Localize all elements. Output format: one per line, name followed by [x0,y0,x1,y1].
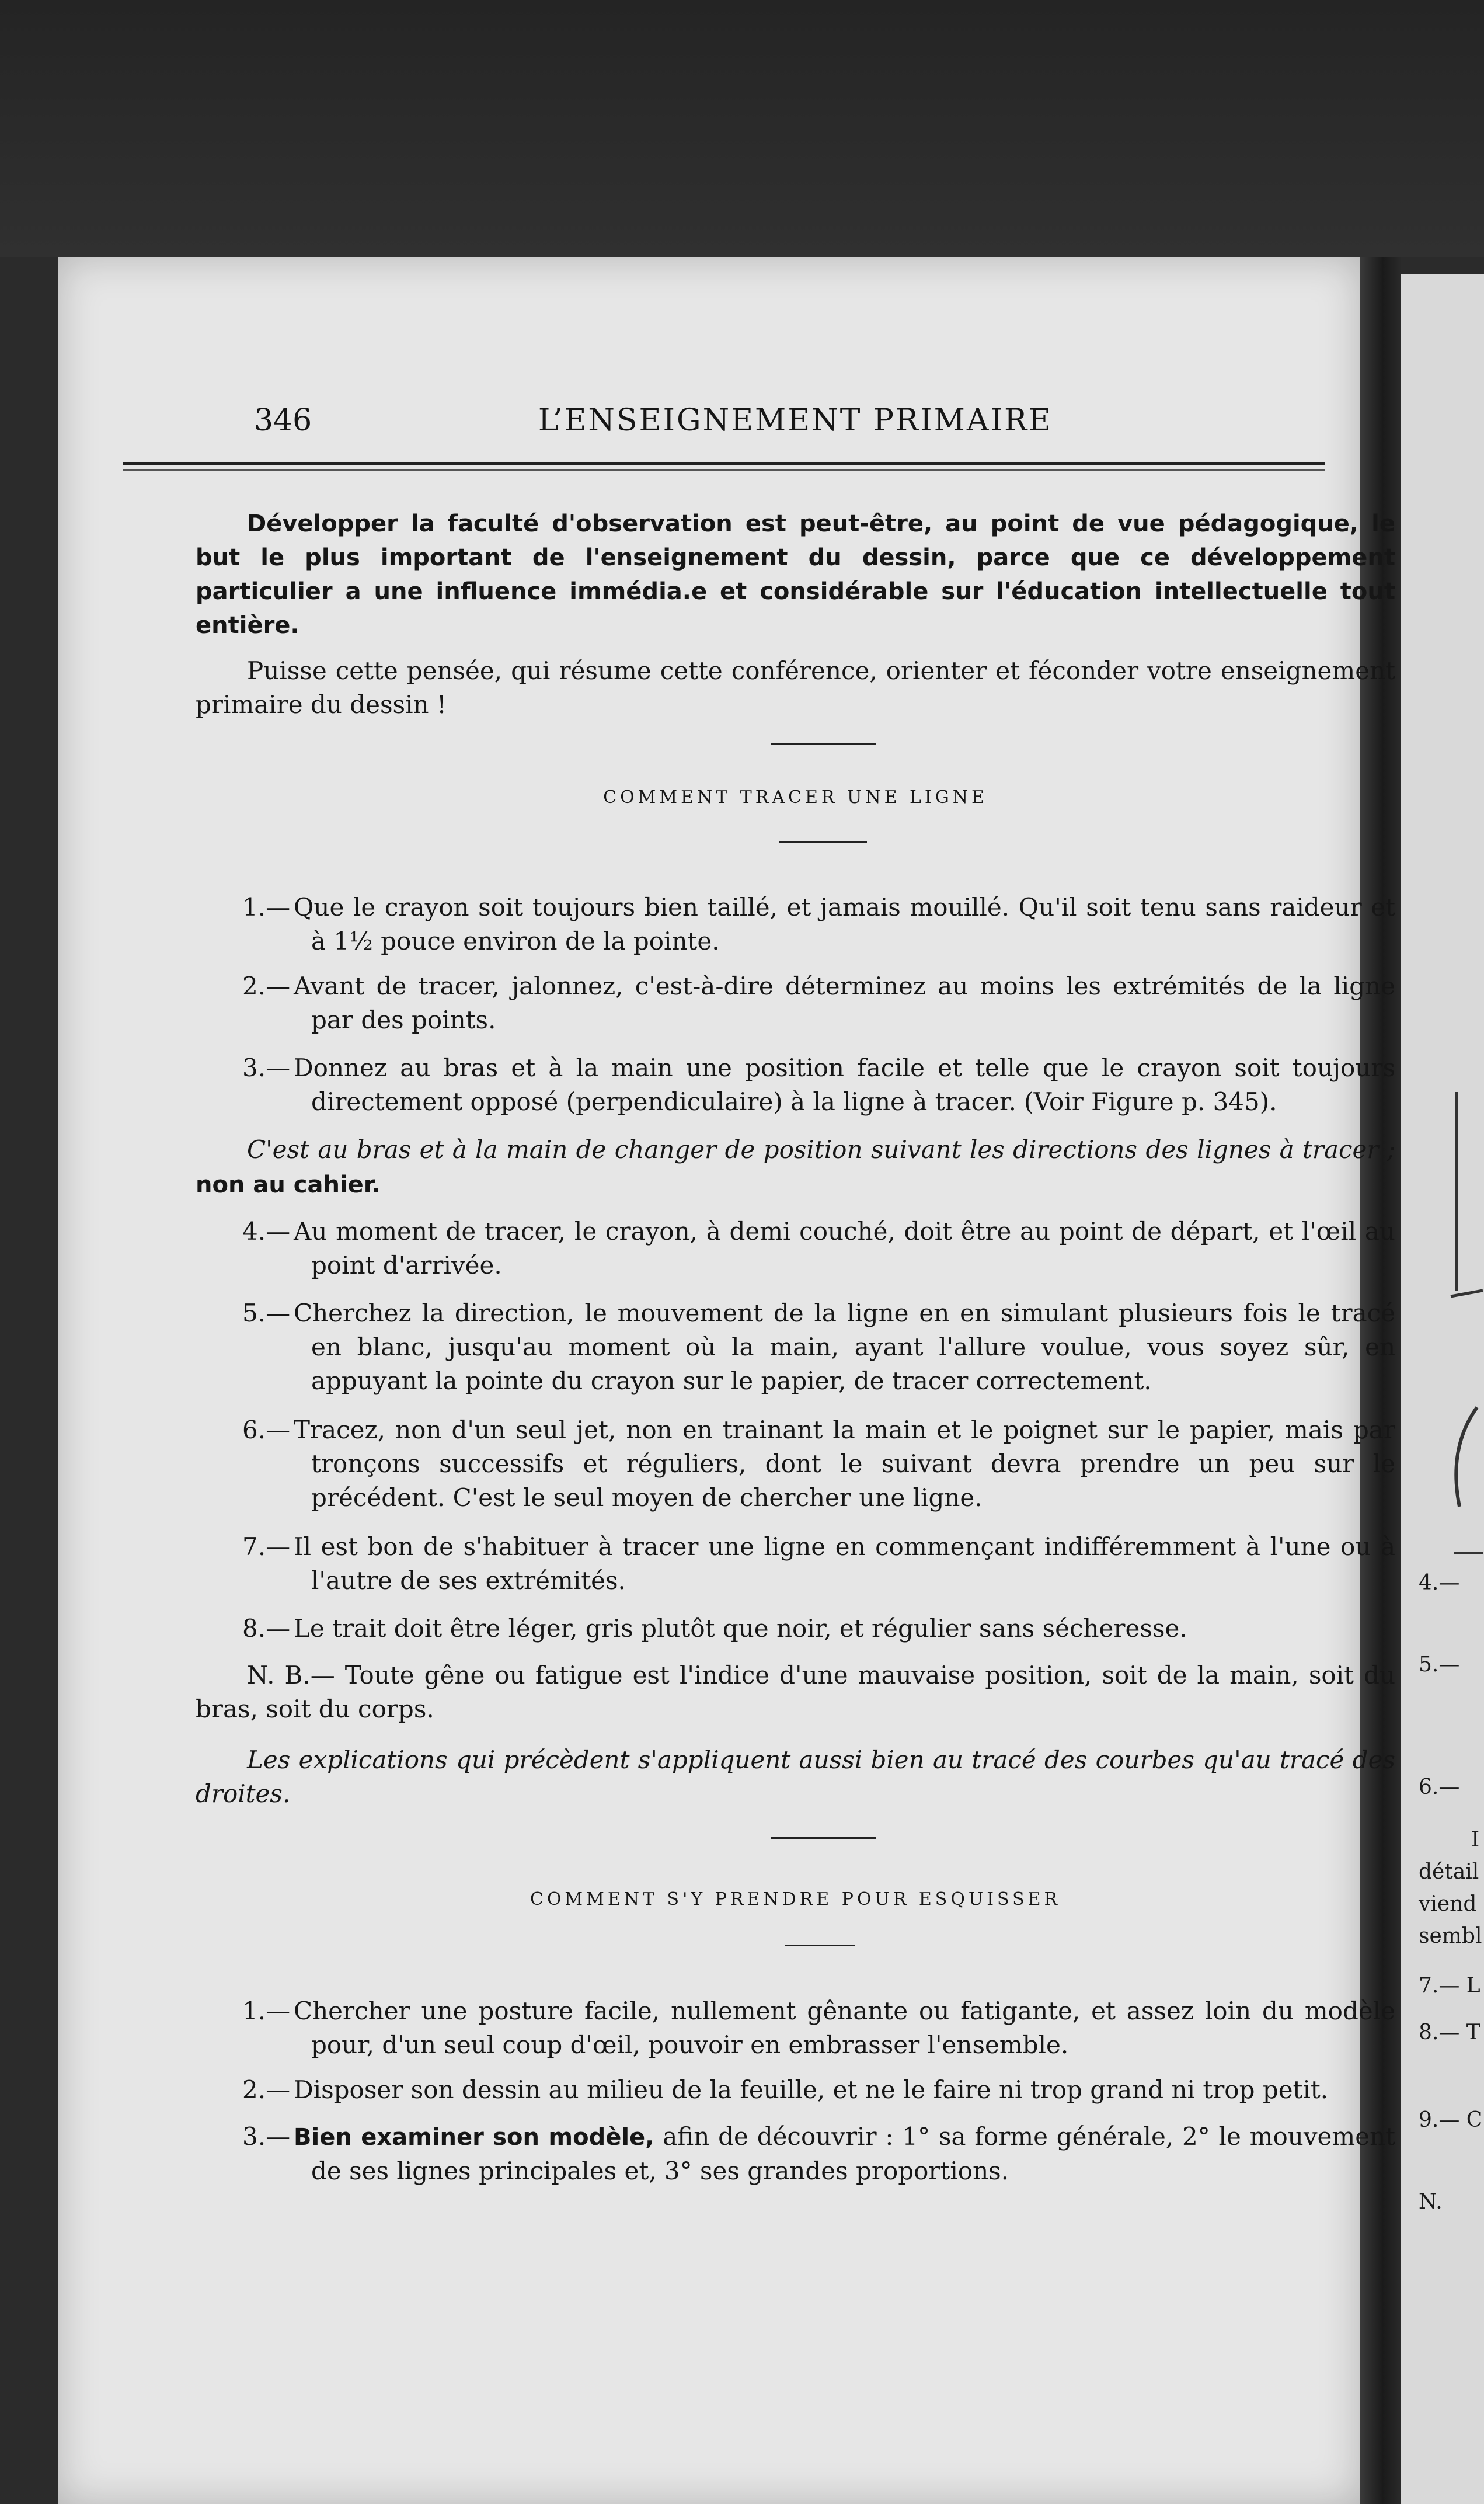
intro-paragraph-1 [196,507,1395,642]
np-frag: 4.— [1419,1571,1460,1595]
item-text: Que le crayon soit toujours bien taillé, et jamais mouillé. Qu'il soit tenu sans raideur et à 1½ pouce environ de la pointe. [294,893,1395,955]
item-number: 1.— [242,1997,291,2025]
adjacent-page [1401,274,1484,2504]
header-rule [123,462,1325,471]
np-frag: 5.— [1419,1653,1460,1677]
list-item [242,2120,1395,2188]
item-text: Cherchez la direction, le mouvement de la ligne en en simulant plusieurs fois le tracé en blanc, jusqu'au moment où la main, ayant l'allure voulue, vous soyez sûr, en appuyant la pointe du crayon sur le papier, de tracer correctement. [294,1299,1395,1395]
intro-paragraph-2 [196,654,1395,722]
note-bold: non au cahier. [196,1171,381,1198]
item-bold: Bien examiner son modèle, [294,2124,654,2151]
intro-text-2: Puisse cette pensée, qui résume cette conférence, orienter et féconder votre enseignement primaire du dessin ! [196,656,1395,719]
np-frag: 6.— [1419,1775,1460,1799]
item-number: 6.— [242,1416,291,1444]
item-number: 2.— [242,2075,291,2104]
section-divider [779,841,867,843]
note-italic: C'est au bras et à la main de changer de position suivant les directions des lignes à tracer ; [247,1135,1395,1164]
list-item [242,1051,1395,1119]
item-number: 3.— [242,1053,291,1082]
book-page [58,257,1396,2504]
item-text: Donnez au bras et à la main une position facile et telle que le crayon soit toujours directement opposé (perpendiculaire) à la ligne à tracer. (Voir Figure p. 345). [294,1053,1395,1116]
background-dark [0,0,1484,257]
item-text: Le trait doit être léger, gris plutôt que noir, et régulier sans sécheresse. [294,1614,1187,1643]
np-frag: 7.— L [1419,1974,1480,1998]
item-number: 7.— [242,1532,291,1561]
list-item [242,1413,1395,1515]
item-text: afin de découvrir : 1° sa forme générale, 2° le mouvement de ses lignes principales et, 3° ses grandes proportions. [311,2122,1396,2185]
closing-text: Les explications qui précèdent s'appliquent aussi bien au tracé des courbes qu'au tracé des droites. [196,1745,1395,1808]
page-header [196,403,1395,455]
running-title: L’ENSEIGNEMENT PRIMAIRE [538,403,1053,438]
np-frag: viend [1419,1892,1477,1916]
nota-bene [196,1658,1395,1726]
list-item [242,1215,1395,1282]
nota-bene-text: N. B.— Toute gêne ou fatigue est l'indice d'une mauvaise position, soit de la main, soit du bras, soit du corps. [196,1661,1395,1723]
item-number: 2.— [242,972,291,1000]
item-number: 4.— [242,1217,291,1246]
section-title-2: COMMENT S'Y PRENDRE POUR ESQUISSER [529,1889,1061,1910]
np-frag: 8.— T [1419,2020,1480,2044]
item-number: 3.— [242,2122,291,2151]
list-item [242,969,1395,1037]
section-divider [771,1837,876,1839]
section-divider [771,743,876,745]
section-divider [785,1945,855,1946]
intro-text-1: Développer la faculté d'observation est peut-être, au point de vue pédagogique, le but le plus important de l'enseignement du dessin, parce que ce développement particulier a une influence immédia.e et considérable sur l'éducation intellectuelle tout entière. [196,510,1395,639]
item-text: Il est bon de s'habituer à tracer une ligne en commençant indifféremment à l'une ou à l'autre de ses extrémités. [294,1532,1395,1595]
list-item [242,1530,1395,1598]
item-number: 5.— [242,1299,291,1327]
item-text: Au moment de tracer, le crayon, à demi couché, doit être au point de départ, et l'œil au point d'arrivée. [294,1217,1395,1279]
list-item [242,891,1395,958]
note-paragraph [196,1133,1395,1202]
item-number: 8.— [242,1614,291,1643]
item-number: 1.— [242,893,291,921]
adjacent-page-drawing [1448,794,1483,1612]
page-number: 346 [254,403,312,438]
list-item [242,1296,1395,1398]
section-title-1: COMMENT TRACER UNE LIGNE [603,787,988,808]
np-frag: N. [1419,2190,1443,2214]
closing-remark [196,1743,1395,1811]
np-frag: détail [1419,1860,1479,1884]
list-item [242,1994,1395,2062]
np-frag: 9.— C [1419,2108,1483,2132]
item-text: Tracez, non d'un seul jet, non en trainant la main et le poignet sur le papier, mais par tronçons successifs et réguliers, dont le suivant devra prendre un peu sur le précédent. C'est le seul moyen de chercher une ligne. [294,1416,1395,1512]
list-item [242,2073,1395,2107]
item-text: Chercher une posture facile, nullement gênante ou fatigante, et assez loin du modèle pour, d'un seul coup d'œil, pouvoir en embrasser l'ensemble. [294,1997,1395,2059]
np-frag: I [1471,1828,1480,1852]
item-text: Disposer son dessin au milieu de la feuille, et ne le faire ni trop grand ni trop petit. [294,2075,1329,2104]
np-frag: sembl [1419,1924,1482,1948]
item-text: Avant de tracer, jalonnez, c'est-à-dire déterminez au moins les extrémités de la ligne par des points. [294,972,1395,1034]
list-item [242,1612,1395,1646]
